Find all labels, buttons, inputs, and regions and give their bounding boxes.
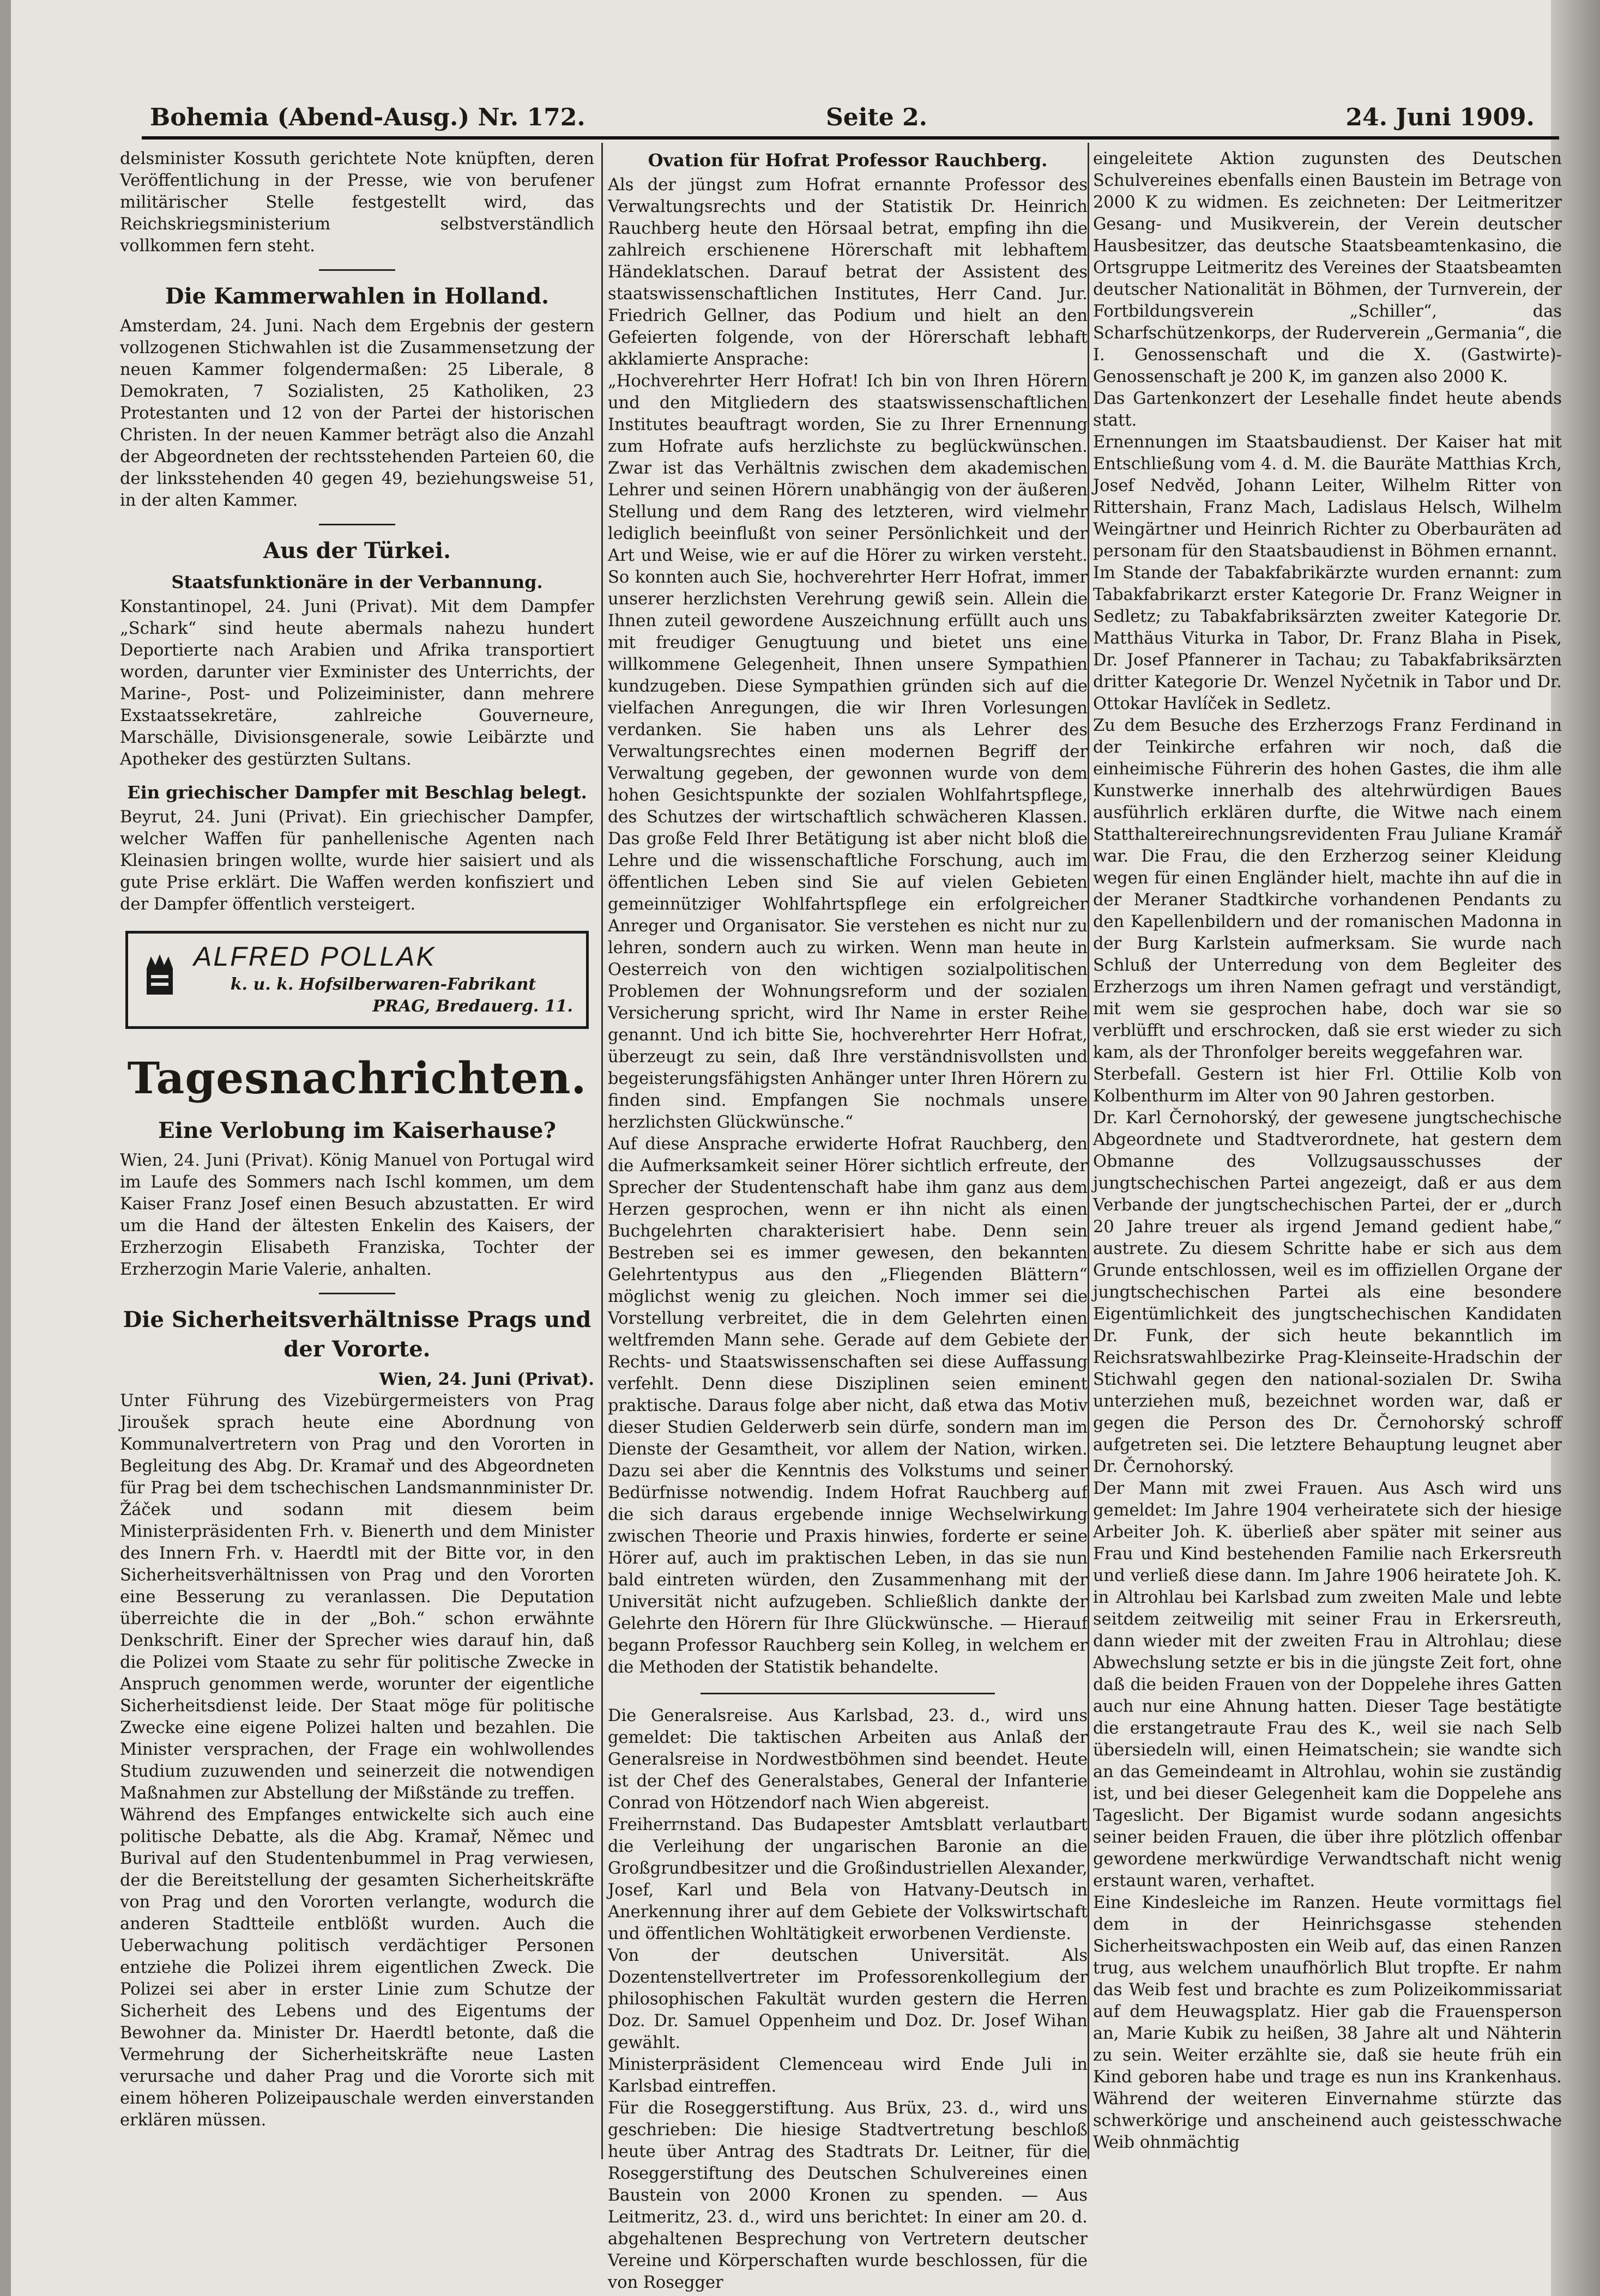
tuerkei-subheadline: Staatsfunktionäre in der Verbannung.	[171, 572, 543, 592]
holland-headline: Die Kammerwahlen in Holland.	[165, 283, 550, 309]
divider	[701, 1693, 995, 1694]
sicherheit-paragraph-2: Während des Empfanges entwickelte sich auch eine politische Debatte, als die Abg. Kramař, Němec und Burival auf den Studentenbummel in Prag verwiesen, der die Bereitstellung der gesamten Sicherheitskräfte von Prag und den Vororten verlangte, wodurch die anderen Stadtteile entblößt wurden. Auch die Ueberwachung politisch verdächtiger Personen entziehe die Polizei ihrem eigentlichen Zweck. Die Polizei sei aber in erster Linie zum Schutze der Sicherheit des Lebens und des Eigentums der Bewohner da. Minister Dr. Haerdtl betonte, daß die Vermehrung der Sicherheitskräfte neue Lasten verursache und daher Prag und die Vororte sich mit einem höheren Polizeipauschale werden einverstanden erklären müssen.	[120, 1806, 594, 2130]
universitaet-item: Von der deutschen Universität. Als Dozentenstellvertreter im Professorenkollegium der philosophischen Fakultät wurden gestern die Herren Doz. Dr. Samuel Oppenheim und Doz. Dr. Josef Wihan gewählt.	[608, 1946, 1088, 2052]
dampfer-headline: Ein griechischer Dampfer mit Beschlag belegt.	[127, 782, 587, 803]
mann-zwei-frauen-item: Der Mann mit zwei Frauen. Aus Asch wird uns gemeldet: Im Jahre 1904 verheiratete sich der hiesige Arbeiter Joh. K. überließ aber später mit seiner aus Frau und Kind bestehenden Familie nach Erkersreuth und verließ diese dann. Im Jahre 1906 heiratete Joh. K. in Altrohlau bei Karlsbad zum zweiten Male und lebte seitdem zeitweilig mit seiner Frau in Erkersreuth, dann wieder mit der zweiten Frau in Altrohlau; diese Abwechslung setzte er bis in die jüngste Zeit fort, ohne daß die beiden Frauen von der Doppelehe ihres Gatten auch nur eine Ahnung hatten. Dieser Tage bestätigte die erstangetraute Frau des K., weil sie nach Selb übersiedeln will, einen Heimatschein; sie wandte sich an das Gemeindeamt in Altrohlau, wohin sie zuständig ist, und bei dieser Gelegenheit kam die Doppelehe ans Tageslicht. Der Bigamist wurde sodann angesichts seiner beiden Frauen, die über ihre plötzlich offenbar gewordene merkwürdige Verwandtschaft nicht wenig erstaunt waren, verhaftet.	[1093, 1479, 1562, 1891]
gartenkonzert-item: Das Gartenkonzert der Lesehalle findet heute abends statt.	[1093, 389, 1562, 430]
ovation-speech: „Hochverehrter Herr Hofrat! Ich bin von Ihren Hörern und den Mitgliedern des staatswissenschaftlichen Institutes beauftragt worden, Sie zu Ihrer Ernennung zum Hofrate aufs herzlichste zu beglückwünschen. Zwar ist das Verhältnis zwischen dem akademischen Lehrer und seinen Hörern unabhängig von der äußeren Stellung und dem Rang des letzteren, wird vielmehr lediglich beeinflußt von seiner Persönlichkeit und der Art und Weise, wie er auf die Hörer zu wirken versteht. So konnten auch Sie, hochverehrter Herr Hofrat, immer unserer herzlichsten Verehrung gewiß sein. Allein die Ihnen zuteil gewordene Auszeichnung erfüllt auch uns mit freudiger Genugtuung und bietet uns eine willkommene Gelegenheit, Ihnen unsere Sympathien kundzugeben. Diese Sympathien gründen sich auf die vielfachen Anregungen, die wir Ihren Vorlesungen verdanken. Sie haben uns als Lehrer des Verwaltungsrechtes einen modernen Begriff der Verwaltung gegeben, der gewonnen wurde von dem hohen Gesichtspunkte der sozialen Wohlfahrtspflege, des Schutzes der wirtschaftlich schwächeren Klassen. Das große Feld Ihrer Betätigung ist aber nicht bloß die Lehre und die wissenschaftliche Forschung, auch im öffentlichen Leben sind Sie auf vielen Gebieten gemeinnütziger Wohlfahrtspflege ein erfolgreicher Anreger und Organisator. Sie verstehen es nicht nur zu lehren, sondern auch zu wirken. Wenn man heute in Oesterreich von den wichtigen sozialpolitischen Problemen der Wohnungsreform und der sozialen Versicherung spricht, wird Ihr Name in erster Reihe genannt. Und ich bitte Sie, hochverehrter Herr Hofrat, überzeugt zu sein, daß Ihre verständnisvollsten und begeisterungsfähigsten Anhänger unter Ihren Hörern zu finden sind. Empfangen Sie nochmals unsere herzlichsten Glückwünsche.“	[608, 372, 1088, 1132]
kossuth-note-paragraph: delsminister Kossuth gerichtete Note knüpften, deren Veröffentlichung in der Presse, wie von berufener militärischer Stelle festgestellt wird, das Reichskriegsministerium selbstverständlich vollkommen fern steht.	[120, 149, 594, 256]
tuerkei-article: Konstantinopel, 24. Juni (Privat). Mit dem Dampfer „Schark“ sind heute abermals nahezu hundert Deportierte nach Arabien und Afrika transportiert worden, darunter vier Exminister des Unterrichts, der Marine-, Post- und Polizeiminister, dann mehrere Exstaatssekretäre, zahlreiche Gouverneure, Marschälle, Divisionsgenerale, sowie Leibärzte und Apotheker des gestürzten Sultans.	[120, 597, 594, 769]
holland-article: Amsterdam, 24. Juni. Nach dem Ergebnis der gestern vollzogenen Stichwahlen ist die Zusammensetzung der neuen Kammer folgendermaßen: 25 Liberale, 8 Demokraten, 7 Sozialisten, 25 Katholiken, 23 Protestanten und 12 von der Partei der historischen Christen. In der neuen Kammer beträgt also die Anzahl der Abgeordneten der rechtsstehenden Parteien 60, die der linksstehenden 40 gegen 49, beziehungsweise 51, in der alten Kammer.	[120, 317, 594, 510]
column-rule-2	[1088, 143, 1089, 2159]
page-header	[150, 104, 1535, 136]
sicherheit-paragraph-1: Unter Führung des Vizebürgermeisters von Prag Jiroušek sprach heute eine Abordnung von Kommunalvertretern von Prag und den Vororten in Begleitung des Abg. Dr. Kramař und des Abgeordneten für Prag bei dem tschechischen Landsmannminister Dr. Žáček und sodann mit diesem beim Ministerpräsidenten Frh. v. Bienerth und dem Minister des Innern Frh. v. Haerdtl mit der Bitte vor, in den Sicherheitsverhältnissen von Prag und den Vororten eine Besserung zu veranlassen. Die Deputation überreichte die in der „Boh.“ schon erwähnte Denkschrift. Einer der Sprecher wies darauf hin, daß die Polizei vom Staate zu sehr für politische Zwecke in Anspruch genommen werde, worunter der eigentliche Sicherheitsdienst leide. Der Staat möge für politische Zwecke eine eigene Polizei halten und bezahlen. Die Minister versprachen, der Frage ein wohlwollendes Studium zuzuwenden und seinerzeit die notwendigen Maßnahmen zur Abstellung der Mißstände zu treffen.	[120, 1391, 594, 1803]
verlobung-article: Wien, 24. Juni (Privat). König Manuel von Portugal wird im Laufe des Sommers nach Ischl kommen, um dem Kaiser Franz Josef einen Besuch abzustatten. Er wird um die Hand der ältesten Enkelin des Kaisers, der Erzherzogin Elisabeth Franziska, Tochter der Erzherzogin Marie Valerie, anhalten.	[120, 1151, 594, 1279]
advertisement-pollak	[125, 931, 589, 1029]
scan-edge-left	[0, 0, 11, 2296]
kindesleiche-item: Eine Kindesleiche im Ranzen. Heute vormittags fiel dem in der Heinrichsgasse stehenden Sicherheitswachposten ein Weib auf, das einen Ranzen trug, aus welchem unaufhörlich Blut tropfte. Er nahm das Weib fest und brachte es zum Polizeikommissariat auf dem Heuwagsplatz. Hier gab die Frauensperson an, Marie Kubik zu heißen, 38 Jahre alt und Nähterin zu sein. Weiter erzählte sie, daß sie heute früh ein Kind geboren habe und trage es nun ins Krankenhaus. Während der weiteren Einvernahme stürzte das schwerkörige und anscheinend auch geistesschwache Weib ohnmächtig	[1093, 1893, 1562, 2152]
column-rule-1	[601, 143, 603, 2159]
ovation-headline: Ovation für Hofrat Professor Rauchberg.	[648, 150, 1048, 171]
newspaper-page	[11, 0, 1562, 2296]
header-rule	[142, 136, 1559, 140]
header-issue: Bohemia (Abend-Ausg.) Nr. 172.	[150, 104, 585, 131]
divider	[319, 269, 395, 271]
clemenceau-item: Ministerpräsident Clemenceau wird Ende Juli in Karlsbad eintreffen.	[608, 2055, 1088, 2096]
header-page-number: Seite 2.	[826, 104, 928, 131]
freiherrnstand-item: Freiherrnstand. Das Budapester Amtsblatt verlautbart die Verleihung der ungarischen Baronie an die Großgrundbesitzer und die Großindustriellen Alexander, Josef, Karl und Bela von Hatvany-Deutsch in Anerkennung ihrer auf dem Gebiete der Volkswirtschaft und öffentlichen Wohltätigkeit erworbenen Verdienste.	[608, 1815, 1088, 1943]
verlobung-headline: Eine Verlobung im Kaiserhause?	[158, 1118, 556, 1143]
sterbefall-item: Sterbefall. Gestern ist hier Frl. Ottilie Kolb von Kolbenthurm im Alter von 90 Jahren gestorben.	[1093, 1065, 1562, 1106]
generalsreise-item: Die Generalsreise. Aus Karlsbad, 23. d., wird uns gemeldet: Die taktischen Arbeiten aus Anlaß der Generalsreise in Nordwestböhmen sind beendet. Heute ist der Chef des Generalstabes, General der Infanterie Conrad von Hötzendorf nach Wien abgereist.	[608, 1706, 1088, 1813]
schulverein-continuation: eingeleitete Aktion zugunsten des Deutschen Schulvereines ebenfalls einen Baustein im Betrage von 2000 K zu widmen. Es zeichneten: Der Leitmeritzer Gesang- und Musikverein, der Verein deutscher Hausbesitzer, das deutsche Staatsbeamtenkasino, die Ortsgruppe Leitmeritz des Vereines der Staatsbeamten deutscher Nationalität in Böhmen, der Turnverein, der Fortbildungsverein „Schiller“, das Scharfschützenkorps, der Ruderverein „Germania“, die I. Genossenschaft und die X. (Gastwirte)-Genossenschaft je 200 K, im ganzen also 2000 K.	[1093, 149, 1562, 386]
sicherheit-headline: Die Sicherheitsverhältnisse Prags und der Vororte.	[123, 1307, 591, 1362]
tabakfabrikaerzte-item: Im Stande der Tabakfabrikärzte wurden ernannt: zum Tabakfabrikarzt erster Kategorie Dr. Franz Weigner in Sedletz; zu Tabakfabriksärzten zweiter Kategorie Dr. Matthäus Viturka in Tabor, Dr. Franz Blaha in Pisek, Dr. Josef Pfannerer in Tachau; zu Tabakfabriksärzten dritter Kategorie Dr. Wenzel Nyčetnik in Tabor und Dr. Ottokar Havlíček in Sedletz.	[1093, 564, 1562, 713]
advertiser-title: k. u. k. Hofsilberwaren-Fabrikant	[230, 975, 536, 994]
advertiser-name: ALFRED POLLAK	[194, 941, 436, 972]
column-1	[120, 148, 594, 2130]
tuerkei-headline: Aus der Türkei.	[263, 538, 451, 564]
ernennungen-item: Ernennungen im Staatsbaudienst. Der Kaiser hat mit Entschließung vom 4. d. M. die Bauräte Matthias Krch, Josef Nedvěd, Johann Leiter, Wilhelm Ritter von Rittershain, Franz Mach, Ladislaus Helsch, Wilhelm Weingärtner und Heinrich Richter zu Oberbauräten ad personam für den Staatsbaudienst in Böhmen ernannt.	[1093, 433, 1562, 561]
roseggerstiftung-item: Für die Roseggerstiftung. Aus Brüx, 23. d., wird uns geschrieben: Die hiesige Stadtvertretung beschloß heute über Antrag des Stadtrats Dr. Leitner, für die Roseggerstiftung des Deutschen Schulvereines einen Baustein von 2000 Kronen zu spenden. — Aus Leitmeritz, 23. d., wird uns berichtet: In einer am 20. d. abgehaltenen Besprechung von Vertretern deutscher Vereine und Körperschaften wurde beschlossen, für die von Rosegger	[608, 2099, 1088, 2292]
ovation-paragraph-1: Als der jüngst zum Hofrat ernannte Professor des Verwaltungsrechts und der Statistik Dr. Heinrich Rauchberg heute den Hörsaal betrat, empfing ihn die zahlreich erschienene Hörerschaft mit lebhaftem Händeklatschen. Darauf betrat der Assistent des staatswissenschaftlichen Institutes, Herr Cand. Jur. Friedrich Gellner, das Podium und hielt an den Gefeierten folgende, von der Hörerschaft lebhaft akklamierte Ansprache:	[608, 175, 1088, 369]
section-headline-tagesnachrichten: Tagesnachrichten.	[127, 1052, 587, 1104]
divider	[319, 524, 395, 525]
dampfer-article: Beyrut, 24. Juni (Privat). Ein griechischer Dampfer, welcher Waffen für panhellenische Agenten nach Kleinasien bringen wollte, wurde hier saisiert und als gute Prise erklärt. Die Waffen werden konfisziert und der Dampfer öffentlich versteigert.	[120, 808, 594, 914]
sicherheit-dateline: Wien, 24. Juni (Privat).	[379, 1370, 594, 1389]
divider	[319, 1293, 395, 1294]
column-3	[1093, 148, 1562, 2154]
cernohorsky-item: Dr. Karl Černohorský, der gewesene jungtschechische Abgeordnete und Stadtverordnete, hat gestern dem Obmanne des Vollzugsausschusses der jungtschechischen Partei angezeigt, daß er aus dem Verbande der jungtschechischen Partei, der er „durch 20 Jahre treuer als irgend Jemand gedient habe,“ austrete. Zu diesem Schritte habe er sich aus dem Grunde entschlossen, weil es im offiziellen Organe der jungtschechischen Partei als eine besondere Eigentümlichkeit des jungtschechischen Kandidaten Dr. Funk, der sich heute bekanntlich im Reichsratswahlbezirke Prag-Kleinseite-Hradschin der Stichwahl gegen den national-sozialen Dr. Swiha unterziehen muß, bezeichnet worden war, daß er gegen die Person des Dr. Černohorský schroff aufgetreten sei. Die letztere Behauptung leugnet aber Dr. Černohorský.	[1093, 1108, 1562, 1476]
crown-emblem-icon	[143, 953, 176, 997]
erzherzog-besuch-item: Zu dem Besuche des Erzherzogs Franz Ferdinand in der Teinkirche erfahren wir noch, daß die einheimische Führerin des hohen Gastes, die ihm alle Kunstwerke innerhalb des altehrwürdigen Baues ausführlich erklären durfte, die Witwe nach einem Statthaltereirechnungsrevidenten Frau Juliane Kramář war. Die Frau, die den Erzherzog seiner Kleidung wegen für einen Engländer hielt, machte ihn auf die in der Meraner Stadtkirche vorhandenen Pendants zu den Kapellenbildern und der romanischen Madonna in der Burg Karlstein aufmerksam. Sie wurde nach Schluß der Unterredung von dem Begleiter des Erzherzogs um ihren Namen gefragt und verständigt, mit wem sie gesprochen habe, doch war sie so verblüfft und erschrocken, daß sie erst wieder zu sich kam, als der Thronfolger bereits weggefahren war.	[1093, 716, 1562, 1062]
ovation-paragraph-3: Auf diese Ansprache erwiderte Hofrat Rauchberg, den die Aufmerksamkeit seiner Hörer sichtlich erfreute, der Sprecher der Studentenschaft habe ihm ganz aus dem Herzen gesprochen, wenn er ihn nicht als einen Buchgelehrten charakterisiert habe. Denn sein Bestreben sei es immer gewesen, den bekannten Gelehrtentypus aus den „Fliegenden Blättern“ möglichst wenig zu gleichen. Noch immer sei die Vorstellung verbreitet, die in dem Gelehrten einen weltfremden Mann sehe. Gerade auf dem Gebiete der Rechts- und Staatswissenschaften sei diese Auffassung verfehlt. Denn diese Disziplinen seien eminent praktische. Daraus folge aber nicht, daß etwa das Motiv dieser Studien Gelderwerb sein dürfe, sondern man im Dienste der Gesamtheit, vor allem der Nation, wirken. Dazu sei aber die Kenntnis des Volkstums und seiner Bedürfnisse notwendig. Indem Hofrat Rauchberg auf die sich daraus ergebende innige Wechselwirkung zwischen Theorie und Praxis hinwies, forderte er seine Hörer auf, auch im praktischen Leben, in das sie nun bald eintreten würden, den Zusammenhang mit der Universität nicht aufzugeben. Schließlich dankte der Gelehrte den Hörern für Ihre Glückwünsche. — Hierauf begann Professor Rauchberg sein Kolleg, in welchem er die Methoden der Statistik behandelte.	[608, 1135, 1088, 1677]
column-2	[608, 148, 1088, 2292]
header-date: 24. Juni 1909.	[1345, 104, 1535, 131]
advertiser-address: PRAG, Bredauerg. 11.	[372, 997, 573, 1016]
